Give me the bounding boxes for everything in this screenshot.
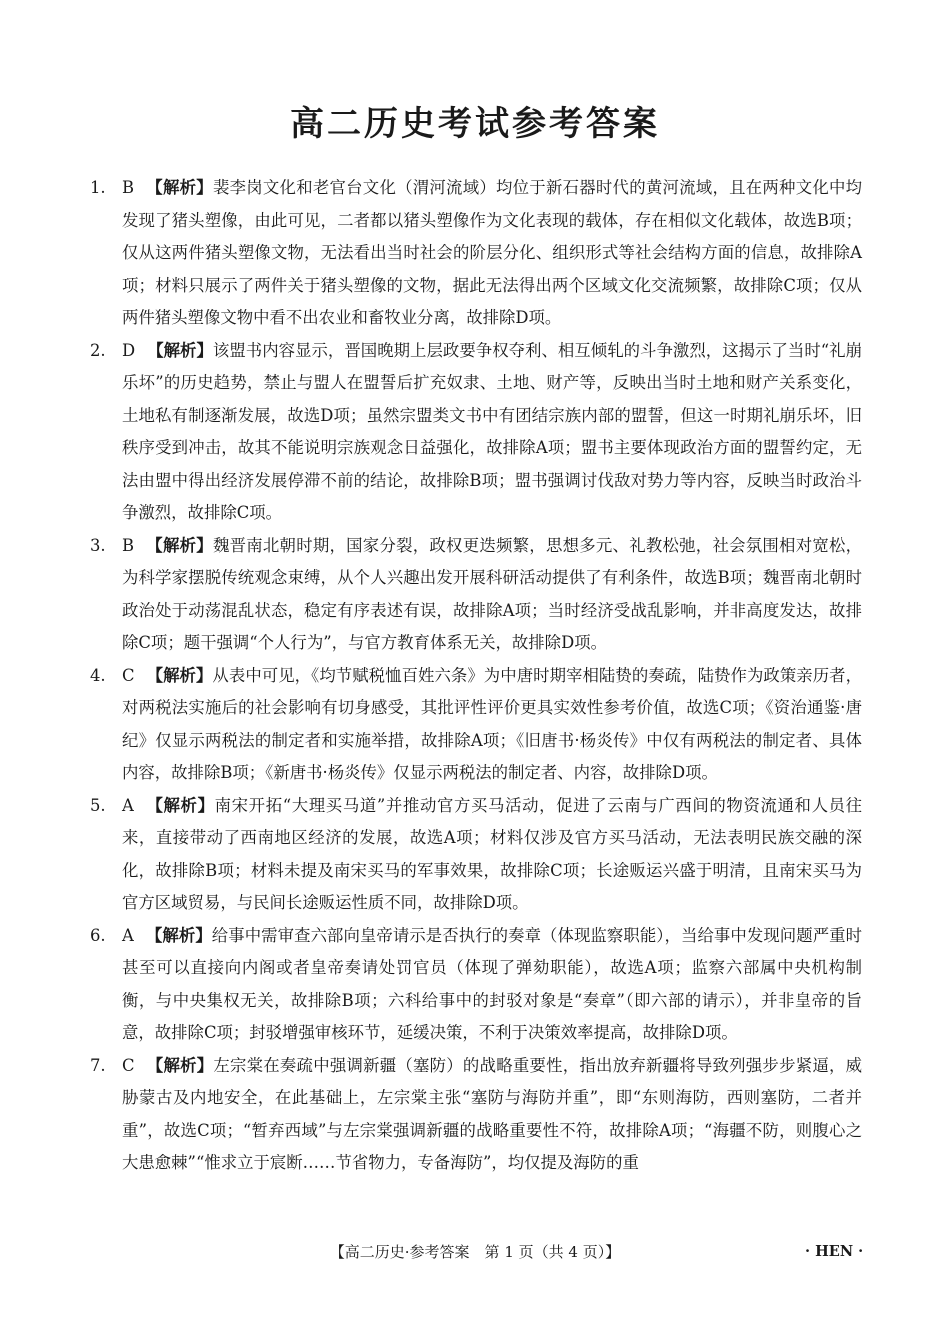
answer-choice: C — [122, 665, 135, 685]
item-number: 5. — [90, 795, 106, 815]
analysis-tag: 【解析】 — [145, 795, 215, 815]
analysis-tag: 【解析】 — [146, 178, 213, 197]
answer-choice: A — [122, 795, 134, 815]
answer-choice: B — [122, 178, 135, 197]
analysis-text: 从表中可见，《均节赋税恤百姓六条》为中唐时期宰相陆贽的奏疏，陆贽作为政策亲历者，对两税法实施后的社会影响有切身感受，其批评性评价更具实效性参考价值，故选C项；《资治通鉴·唐纪》仅显示两税法的制定者和实施举措，故排除A项；《旧唐书·杨炎传》中仅有两税法的制定者、具体内容，故排除B项；《新唐书·杨炎传》仅显示两税法的制定者、内容，故排除D项。 — [122, 665, 863, 782]
answer-item-4 — [90, 660, 862, 790]
item-number: 7. — [90, 1055, 106, 1075]
item-number: 1. — [90, 178, 106, 197]
analysis-text: 魏晋南北朝时期，国家分裂，政权更迭频繁，思想多元、礼教松弛，社会氛围相对宽松，为科学家摆脱传统观念束缚，从个人兴趣出发开展科研活动提供了有利条件，故选B项；魏晋南北朝时政治处于动荡混乱状态，稳定有序表述有误，故排除A项；当时经济受战乱影响，并非高度发达，故排除C项；题干强调“个人行为”，与官方教育体系无关，故排除D项。 — [122, 535, 863, 652]
item-number: 3. — [90, 535, 106, 555]
analysis-tag: 【解析】 — [146, 1055, 214, 1075]
answer-item-7 — [90, 1050, 862, 1180]
footer-code: · HEN · — [805, 1243, 864, 1260]
answer-item-5 — [90, 790, 862, 920]
analysis-text: 裴李岗文化和老官台文化（渭河流域）均位于新石器时代的黄河流域，且在两种文化中均发现了猪头塑像，由此可见，二者都以猪头塑像作为文化表现的载体，存在相似文化载体，故选B项；仅从这两件猪头塑像文物，无法看出当时社会的阶层分化、组织形式等社会结构方面的信息，故排除A项；材料只展示了两件关于猪头塑像的文物，据此无法得出两个区域文化交流频繁，故排除C项；仅从两件猪头塑像文物中看不出农业和畜牧业分离，故排除D项。 — [122, 178, 863, 327]
analysis-text: 该盟书内容显示，晋国晚期上层政要争权夺利、相互倾轧的斗争激烈，这揭示了当时“礼崩乐坏”的历史趋势，禁止与盟人在盟誓后扩充奴隶、土地、财产等，反映出当时土地和财产关系变化，土地私有制逐渐发展，故选D项；虽然宗盟类文书中有团结宗族内部的盟誓，但这一时期礼崩乐坏，旧秩序受到冲击，故其不能说明宗族观念日益强化，故排除A项；盟书主要体现政治方面的盟誓约定，无法由盟中得出经济发展停滞不前的结论，故排除B项；盟书强调讨伐敌对势力等内容，反映当时政治斗争激烈，故排除C项。 — [122, 340, 863, 522]
answer-choice: A — [122, 925, 134, 945]
answer-list — [90, 172, 862, 1180]
answer-item-1 — [90, 172, 862, 335]
page-title: 高二历史考试参考答案 — [290, 104, 660, 144]
answer-item-3 — [90, 530, 862, 660]
answer-item-2 — [90, 335, 862, 530]
answer-choice: D — [122, 340, 136, 360]
analysis-text: 南宋开拓“大理买马道”并推动官方买马活动，促进了云南与广西间的物资流通和人员往来，直接带动了西南地区经济的发展，故选A项；材料仅涉及官方买马活动，无法表明民族交融的深化，故排除B项；材料未提及南宋买马的军事效果，故排除C项；长途贩运兴盛于明清，且南宋买马为官方区域贸易，与民间长途贩运性质不同，故排除D项。 — [122, 795, 863, 912]
analysis-text: 左宗棠在奏疏中强调新疆（塞防）的战略重要性，指出放弃新疆将导致列强步步紧逼，威胁蒙古及内地安全，在此基础上，左宗棠主张“塞防与海防并重”，即“东则海防，西则塞防，二者并重”，故选C项；“暂弃西域”与左宗棠强调新疆的战略重要性不符，故排除A项；“海疆不防，则腹心之大患愈棘”“惟求立于宸断……节省物力，专备海防”，均仅提及海防的重 — [122, 1055, 863, 1172]
answer-choice: B — [122, 535, 135, 555]
analysis-tag: 【解析】 — [145, 925, 212, 945]
answer-choice: C — [122, 1055, 135, 1075]
analysis-tag: 【解析】 — [147, 340, 213, 360]
answer-item-6 — [90, 920, 862, 1050]
item-number: 4. — [90, 665, 106, 685]
analysis-tag: 【解析】 — [146, 535, 213, 555]
analysis-text: 给事中需审查六部向皇帝请示是否执行的奏章（体现监察职能），当给事中发现问题严重时甚至可以直接向内阁或者皇帝奏请处罚官员（体现了弹劾职能），故选A项；监察六部属中央机构制衡，与中央集权无关，故排除B项；六科给事中的封驳对象是“奏章”（即六部的请示），并非皇帝的旨意，故排除C项；封驳增强审核环节，延缓决策，不利于决策效率提高，故排除D项。 — [122, 925, 863, 1042]
item-number: 2. — [90, 340, 106, 360]
item-number: 6. — [90, 925, 106, 945]
analysis-tag: 【解析】 — [146, 665, 213, 685]
page-footer: 【高二历史·参考答案 第 1 页（共 4 页）】 — [329, 1243, 621, 1261]
